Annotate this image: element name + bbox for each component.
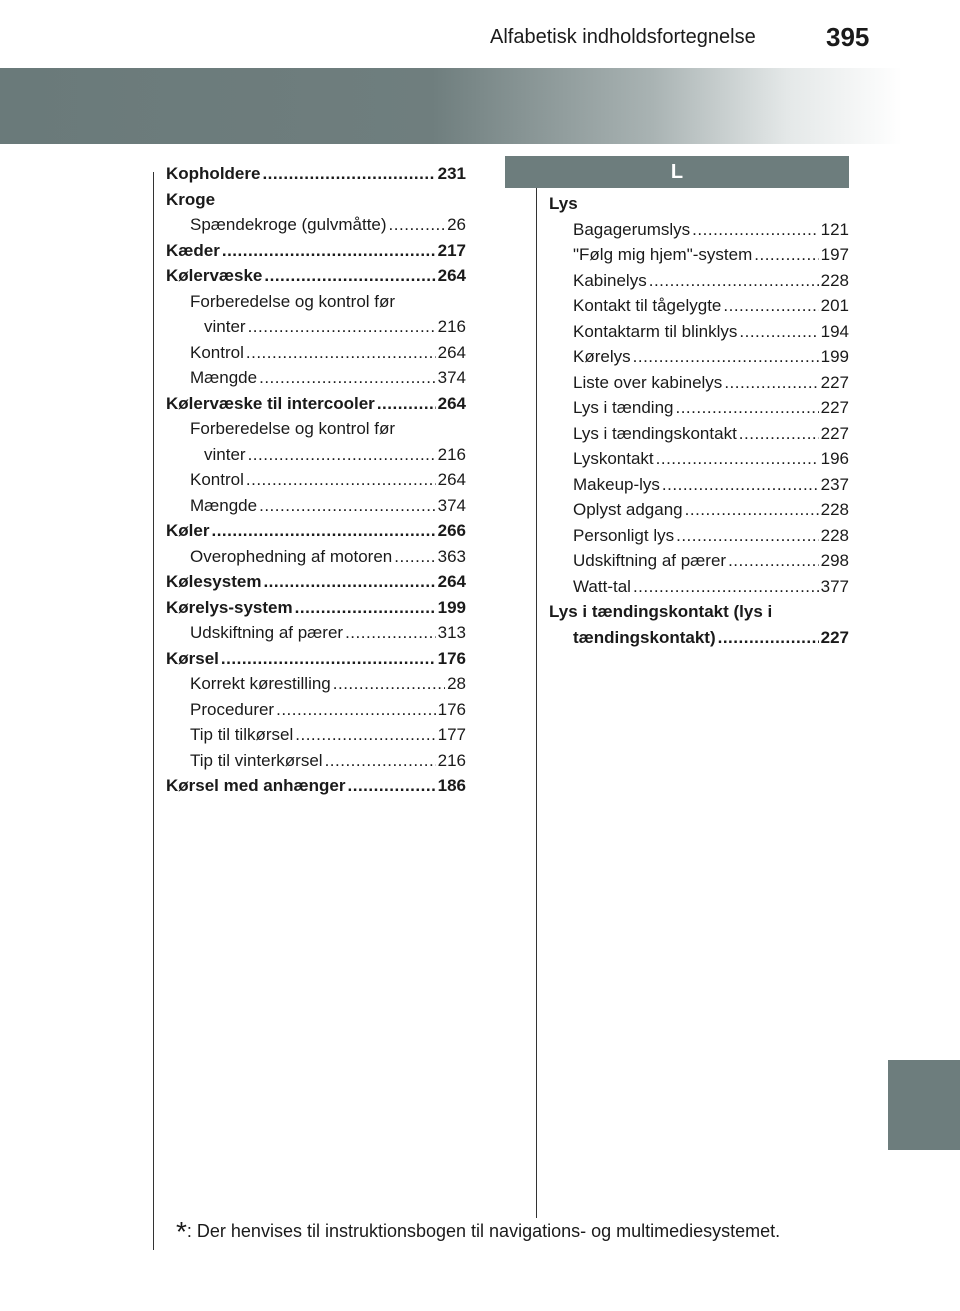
leader-dots [656, 446, 819, 472]
index-entry-label: Watt-tal [573, 576, 631, 596]
index-entry [549, 497, 849, 523]
index-entry [549, 344, 849, 370]
index-entry-page: 313 [437, 623, 466, 642]
leader-dots [649, 268, 819, 294]
index-entry-label: Tip til tilkørsel [190, 725, 294, 744]
index-entry-label: Lyskontakt [573, 449, 654, 468]
index-entry-page: 26 [447, 215, 466, 234]
index-entry-label: Oplyst adgang [573, 500, 683, 519]
index-entry [166, 748, 466, 774]
index-entry [166, 340, 466, 366]
leader-dots [262, 161, 435, 187]
index-entry [549, 217, 849, 243]
leader-dots [325, 748, 436, 774]
index-entry-label: Kørelys-system [166, 597, 293, 617]
index-entry-page: 228 [820, 500, 849, 519]
leader-dots [345, 620, 436, 646]
index-entry [166, 569, 466, 595]
index-entry [166, 697, 466, 723]
leader-dots [246, 340, 436, 366]
index-entry-label: vinter [204, 317, 246, 336]
index-entry [166, 238, 466, 264]
index-entry-page: 363 [437, 546, 466, 566]
index-entry [549, 395, 849, 421]
index-entry-label: Kølervæske [166, 266, 263, 285]
index-entry-page: 216 [437, 444, 466, 464]
index-entry [166, 467, 466, 493]
index-entry [549, 548, 849, 574]
leader-dots [675, 395, 818, 421]
index-entry-label: Kontrol [190, 342, 244, 362]
index-entry-label: Kabinelys [573, 270, 647, 290]
leader-dots [662, 472, 819, 498]
index-entry-page: 264 [437, 393, 466, 413]
index-entry-label: tændingskontakt) [573, 627, 716, 647]
index-entry-page: 186 [437, 776, 466, 795]
leader-dots [222, 238, 436, 264]
index-entry [549, 599, 849, 625]
leader-dots [692, 217, 818, 243]
leader-dots [221, 646, 436, 672]
index-entry [549, 293, 849, 319]
index-entry-label: Spændekroge (gulvmåtte) [190, 215, 387, 234]
page-number: 395 [826, 22, 870, 52]
index-entry-page: 264 [437, 342, 466, 362]
index-entry-page: 374 [437, 495, 466, 515]
index-entry [549, 625, 849, 651]
leader-dots [394, 544, 435, 570]
index-entry [549, 242, 849, 268]
index-entry-page: 197 [820, 245, 849, 264]
index-entry-page: 201 [820, 296, 849, 315]
index-entry [166, 544, 466, 570]
index-entry-page: 177 [437, 725, 466, 744]
leader-dots [263, 569, 435, 595]
index-entry-page: 298 [820, 551, 849, 570]
index-entry [166, 518, 466, 544]
index-entry-label: Overophedning af motoren [190, 546, 393, 566]
index-entry-label: Lys i tændingskontakt [573, 423, 737, 443]
leader-dots [633, 344, 819, 370]
index-entry-label: Mængde [190, 495, 258, 515]
index-entry-label: Personligt lys [573, 525, 675, 545]
leader-dots [754, 242, 818, 268]
leader-dots [633, 574, 819, 600]
index-entry [166, 493, 466, 519]
index-entry-label: Procedurer [190, 699, 275, 719]
index-entry [166, 289, 466, 315]
right-index-column [549, 191, 849, 650]
index-entry-page: 228 [820, 270, 849, 290]
index-entry-label: Forberedelse og kontrol før [190, 419, 396, 438]
index-entry-page: 227 [820, 627, 849, 647]
leader-dots [259, 493, 436, 519]
column-divider [536, 188, 537, 1218]
leader-dots [276, 697, 436, 723]
left-index-column [166, 161, 466, 799]
index-entry-page: 196 [820, 449, 849, 468]
index-entry-page: 28 [447, 674, 466, 693]
index-entry [549, 446, 849, 472]
footnote-symbol: * [176, 1216, 187, 1247]
leader-dots [246, 467, 436, 493]
index-entry [166, 212, 466, 238]
leader-dots [723, 293, 818, 319]
index-entry [166, 646, 466, 672]
index-entry-label: Kølesystem [166, 572, 262, 591]
index-entry-label: Kontaktarm til blinklys [573, 321, 738, 341]
index-entry-label: "Følg mig hjem"-system [573, 245, 753, 264]
index-entry-page: 264 [437, 572, 466, 591]
index-entry-label: Udskiftning af pærer [190, 623, 344, 642]
index-entry [166, 722, 466, 748]
footnote [176, 1216, 780, 1248]
leader-dots [248, 314, 436, 340]
leader-dots [728, 548, 819, 574]
index-entry-label: Kopholdere [166, 164, 261, 183]
index-entry [549, 191, 849, 217]
index-entry-page: 264 [437, 470, 466, 489]
leader-dots [295, 722, 435, 748]
index-entry-label: Korrekt kørestilling [190, 674, 331, 693]
index-entry-label: Kroge [166, 189, 216, 209]
index-entry-label: Køler [166, 521, 210, 540]
leader-dots [295, 595, 436, 621]
index-entry-label: Udskiftning af pærer [573, 551, 727, 570]
index-entry-page: 377 [820, 576, 849, 596]
index-entry-label: Kølervæske til intercooler [166, 393, 375, 413]
index-entry-label: vinter [204, 444, 246, 464]
index-entry-page: 266 [437, 521, 466, 540]
header-banner [0, 68, 960, 144]
index-entry [166, 161, 466, 187]
index-entry-page: 228 [820, 525, 849, 545]
leader-dots [248, 442, 436, 468]
index-entry-page: 216 [437, 317, 466, 336]
leader-dots [211, 518, 435, 544]
index-entry-page: 237 [820, 474, 849, 494]
footnote-text: : Der henvises til instruktionsbogen til navigations- og multimediesystemet. [186, 1221, 781, 1241]
index-entry [166, 365, 466, 391]
index-entry-label: Kørsel [166, 648, 219, 668]
running-header-title: Alfabetisk indholdsfortegnelse [490, 26, 756, 48]
leader-dots [724, 370, 818, 396]
index-entry [166, 620, 466, 646]
index-entry-label: Kontakt til tågelygte [573, 296, 722, 315]
leader-dots [259, 365, 436, 391]
index-side-tab [888, 1060, 960, 1150]
index-entry [166, 314, 466, 340]
index-entry-label: Tip til vinterkørsel [190, 750, 323, 770]
leader-dots [348, 773, 436, 799]
index-entry [166, 442, 466, 468]
index-entry [549, 574, 849, 600]
section-letter-header: L [505, 156, 849, 188]
index-entry-page: 374 [437, 368, 466, 387]
leader-dots [739, 421, 819, 447]
index-entry-page: 264 [437, 266, 466, 285]
index-entry [166, 263, 466, 289]
index-entry [549, 523, 849, 549]
left-column-rule [153, 172, 154, 1250]
index-entry [549, 421, 849, 447]
index-entry-page: 231 [437, 164, 466, 183]
leader-dots [718, 625, 819, 651]
index-entry [166, 773, 466, 799]
index-entry [549, 319, 849, 345]
leader-dots [685, 497, 819, 523]
index-entry-page: 176 [437, 648, 466, 668]
index-entry [166, 391, 466, 417]
index-entry-page: 216 [437, 750, 466, 770]
index-entry-label: Lys i tændingskontakt (lys i [549, 602, 773, 621]
index-entry-label: Kæder [166, 240, 220, 260]
index-entry-label: Bagagerumslys [573, 219, 691, 239]
leader-dots [333, 671, 445, 697]
index-entry [549, 472, 849, 498]
index-entry-page: 176 [437, 699, 466, 719]
index-entry-label: Lys i tænding [573, 398, 674, 417]
index-entry-label: Kørsel med anhænger [166, 776, 346, 795]
index-entry-label: Forberedelse og kontrol før [190, 291, 396, 311]
leader-dots [389, 212, 446, 238]
index-entry-label: Lys [549, 194, 578, 213]
index-entry-page: 121 [820, 219, 849, 239]
index-entry-page: 227 [820, 423, 849, 443]
index-entry-page: 199 [820, 347, 849, 366]
index-entry [166, 595, 466, 621]
leader-dots [676, 523, 819, 549]
index-entry [166, 416, 466, 442]
index-entry-page: 217 [437, 240, 466, 260]
index-entry [166, 187, 466, 213]
index-entry-page: 227 [820, 398, 849, 417]
leader-dots [739, 319, 818, 345]
index-entry [549, 370, 849, 396]
index-entry-page: 199 [437, 597, 466, 617]
index-entry [166, 671, 466, 697]
index-entry-label: Mængde [190, 368, 258, 387]
index-entry [549, 268, 849, 294]
index-entry-label: Makeup-lys [573, 474, 660, 494]
index-entry-label: Kørelys [573, 347, 631, 366]
leader-dots [264, 263, 435, 289]
index-entry-label: Kontrol [190, 470, 244, 489]
index-entry-page: 194 [820, 321, 849, 341]
leader-dots [377, 391, 436, 417]
index-entry-label: Liste over kabinelys [573, 372, 723, 392]
index-entry-page: 227 [820, 372, 849, 392]
